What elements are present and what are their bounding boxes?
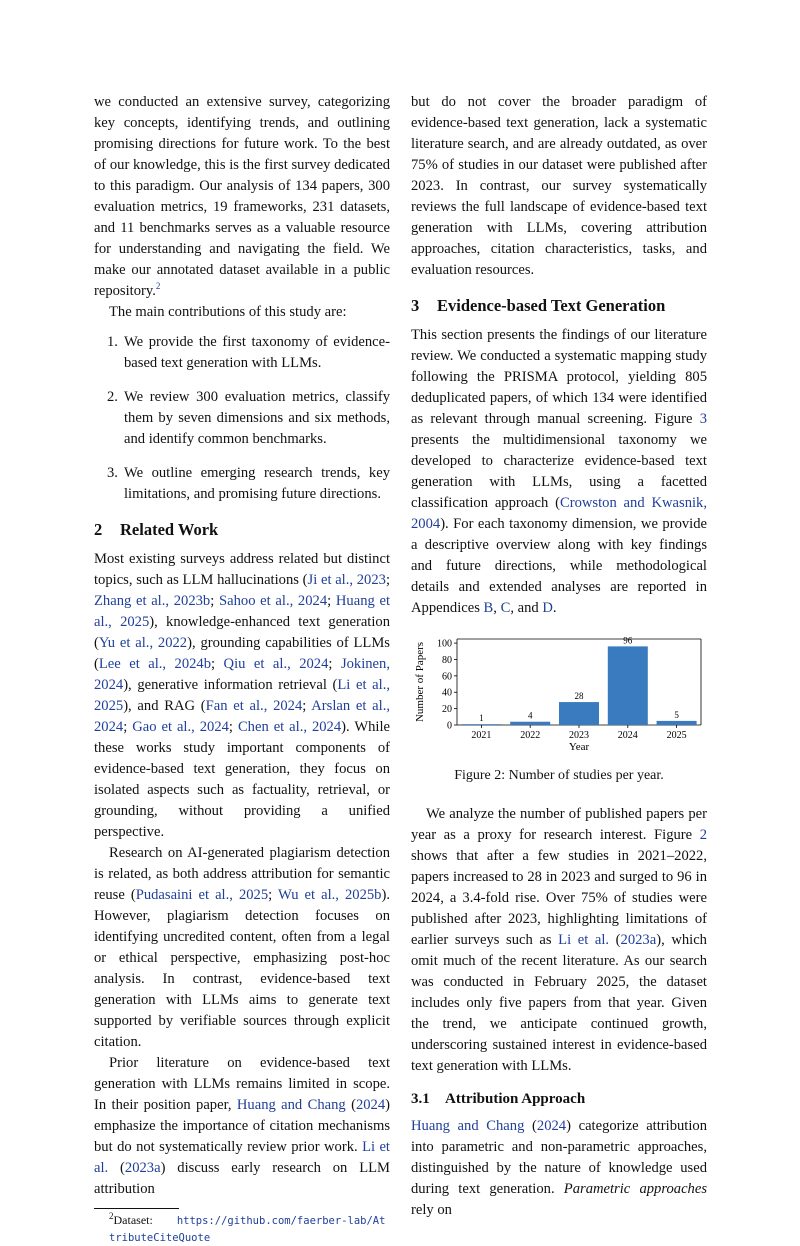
citation-link[interactable]: 2023a <box>124 1160 161 1176</box>
y-tick-label: 0 <box>447 720 452 732</box>
appendix-link[interactable]: D <box>542 600 553 616</box>
citation-link[interactable]: Yu et al., 2022 <box>98 635 188 651</box>
footnote-ref[interactable]: 2 <box>155 281 161 292</box>
citation-link[interactable]: Zhang et al., 2023b <box>94 593 211 609</box>
citation-link[interactable]: 2024 <box>536 1118 567 1134</box>
citation-link[interactable]: Arslan et al., 2024 <box>94 698 390 735</box>
citation-link[interactable]: Crowston and Kwasnik, 2004 <box>411 495 707 532</box>
x-tick-label: 2023 <box>569 730 589 741</box>
citation-link[interactable]: Wu et al., 2025b <box>278 887 382 903</box>
left-column <box>94 92 390 1246</box>
y-tick-label: 80 <box>442 654 452 666</box>
citation-link[interactable]: Huang and Chang <box>411 1118 525 1134</box>
intro-paragraph: we conducted an extensive survey, categorizing key concepts, identifying trends, and outlining promising directions for future work. To the best of our knowledge, this is the first survey dedicated to this paradigm. Our analysis of 134 papers, 300 evaluation metrics, 19 frameworks, 231 datasets, and 11 benchmarks serves as a valuable resource for understanding and navigating the field. We make our annotated dataset available in a public repository.$^2$ <box>94 94 390 299</box>
y-tick-label: 100 <box>437 638 452 650</box>
citation-link[interactable]: Huang et al., 2025 <box>94 593 391 630</box>
bar-data-label: 1 <box>479 713 484 724</box>
bar-data-label: 4 <box>527 710 533 721</box>
citation-link[interactable]: Li et al. <box>558 932 610 948</box>
figure-2-caption: Figure 2: Number of studies per year. <box>454 768 664 783</box>
dataset-url-link[interactable]: https://github.com/faerber-lab/AttributeCiteQuote <box>109 1215 386 1244</box>
bar <box>657 721 697 725</box>
citation-link[interactable]: Lee et al., 2024b <box>98 656 212 672</box>
citation-link[interactable]: 2024 <box>355 1097 386 1113</box>
right-column <box>411 92 707 1221</box>
attribution-paragraph: Huang and Chang (2024) categorize attribution into parametric and non-parametric approaches, distinguished by the nature of knowledge used during text generation. Parametric approaches rely on <box>411 1118 708 1218</box>
x-axis-label: Year <box>568 741 590 753</box>
figure-2 <box>411 633 707 786</box>
citation-link[interactable]: Pudasaini et al., 2025 <box>135 887 269 903</box>
bar <box>559 702 599 725</box>
related-work-paragraph-1: Most existing surveys address related but distinct topics, such as LLM hallucinations (Ji et al., 2023; Zhang et al., 2023b; Sahoo et al., 2024; Huang et al., 2025), knowledge-enhanced text generation (Yu et al., 2022), grounding capabilities of LLMs (Lee et al., 2024b; Qiu et al., 2024; Jokinen, 2024), generative information retrieval (Li et al., 2025), and RAG (Fan et al., 2024; Arslan et al., 2024; Gao et al., 2024; Chen et al., 2024). While these works study important components of evidence-based text generation, they focus on isolated aspects such as factuality, retrieval, or grounding, without providing a unified perspective. <box>94 551 391 840</box>
citation-link[interactable]: Ji et al., 2023 <box>307 572 386 588</box>
appendix-link[interactable]: C <box>500 600 511 616</box>
bar <box>510 722 550 725</box>
x-tick-label: 2022 <box>520 730 541 741</box>
citation-link[interactable]: Sahoo et al., 2024 <box>219 593 328 609</box>
y-tick-label: 60 <box>442 671 452 683</box>
footnote: $^2$Dataset: https://github.com/faerber-lab/AttributeCiteQuote <box>109 1211 386 1244</box>
contributions-list <box>94 332 390 505</box>
section-2-heading: 2 Related Work <box>94 520 219 539</box>
related-work-paragraph-2: Research on AI-generated plagiarism detection is related, as both address attribution for semantic reuse (Pudasaini et al., 2025; Wu et al., 2025b). However, plagiarism detection focuses on identifying uncredited content, often from a legal or ethical perspective, emphasizing post-hoc analysis. In contrast, evidence-based text generation with LLMs aims to generate text supported by verifiable sources through explicit citation. <box>94 845 390 1050</box>
citation-link[interactable]: Gao et al., 2024 <box>132 719 229 735</box>
x-tick-label: 2025 <box>666 730 687 741</box>
citation-link[interactable]: Chen et al., 2024 <box>237 719 342 735</box>
x-tick-label: 2024 <box>617 730 638 741</box>
citation-link[interactable]: Fan et al., 2024 <box>205 698 303 714</box>
citation-link[interactable]: Qiu et al., 2024 <box>223 656 329 672</box>
bar <box>608 646 648 725</box>
citation-link[interactable]: Li et al., 2025 <box>94 677 390 714</box>
section-3-heading: 3 Evidence-based Text Generation <box>411 296 666 315</box>
contribution-item: 3. We outline emerging research trends, key limitations, and promising future directions. <box>107 465 390 502</box>
figure-ref-link[interactable]: 2 <box>699 827 707 843</box>
related-work-paragraph-3: Prior literature on evidence-based text generation with LLMs remains limited in scope. In their position paper, Huang and Chang (2024) emphasize the importance of citation mechanisms but do not systematically review prior work. Li et al. (2023a) discuss early research on LLM attribution <box>94 1055 391 1197</box>
appendix-link[interactable]: B <box>483 600 494 616</box>
continuation-paragraph: but do not cover the broader paradigm of evidence-based text generation, lack a systematic literature search, and are already outdated, as over 75% of studies in our dataset were published after 2023. In contrast, our survey systematically reviews the full landscape of evidence-based text generation with LLMs, covering attribution approaches, citation characteristics, tasks, and evaluation resources. <box>411 94 707 278</box>
y-tick-label: 20 <box>442 704 452 716</box>
citation-link[interactable]: 2023a <box>620 932 657 948</box>
y-tick-label: 40 <box>442 687 452 699</box>
bar-data-label: 5 <box>674 709 679 720</box>
y-axis-label: Number of Papers <box>414 641 426 723</box>
section-3-paragraph: This section presents the findings of our literature review. We conducted a systematic mapping study following the PRISMA protocol, yielding 805 deduplicated papers, of which 134 were identified as relevant through manual screening. Figure 3 presents the multidimensional taxonomy we developed to characterize evidence-based text generation with LLMs, using a facetted classification approach (Crowston and Kwasnik, 2004). For each taxonomy dimension, we provide a descriptive overview along with key findings and future directions, while methodological details and extended analyses are reported in Appendices B, C, and D. <box>411 327 707 616</box>
figure-ref-link[interactable]: 3 <box>699 411 707 427</box>
citation-link[interactable]: Huang and Chang <box>236 1097 346 1113</box>
bar-data-label: 28 <box>574 691 584 702</box>
footnote-rule <box>94 1208 179 1209</box>
x-tick-label: 2021 <box>471 730 492 741</box>
citation-link[interactable]: Li et al. <box>94 1139 390 1176</box>
bar <box>461 724 501 725</box>
contributions-intro: The main contributions of this study are: <box>109 304 347 320</box>
contribution-item: 1. We provide the first taxonomy of evidence-based text generation with LLMs. <box>107 334 390 371</box>
analysis-paragraph: We analyze the number of published papers per year as a proxy for research interest. Figure 2 shows that after a few studies in 2021–2022, papers increased to 28 in 2023 and surged to 96 in 2024, a 3.4-fold rise. Over 75% of studies were published after 2023, highlighting limitations of earlier surveys such as Li et al. (2023a), which omit much of the recent literature. As our search was conducted in February 2025, the dataset includes only five papers from that year. Given the trend, we anticipate continued growth, underscoring sustained interest in evidence-based text generation with LLMs. <box>411 806 707 1074</box>
papers-per-year-chart <box>411 633 707 753</box>
subsection-3-1-heading: 3.1 Attribution Approach <box>411 1091 586 1107</box>
contribution-item: 2. We review 300 evaluation metrics, classify them by seven dimensions and six methods, and identify common benchmarks. <box>107 389 390 447</box>
citation-link[interactable]: Jokinen, 2024 <box>94 656 390 693</box>
bar-data-label: 96 <box>623 635 633 646</box>
